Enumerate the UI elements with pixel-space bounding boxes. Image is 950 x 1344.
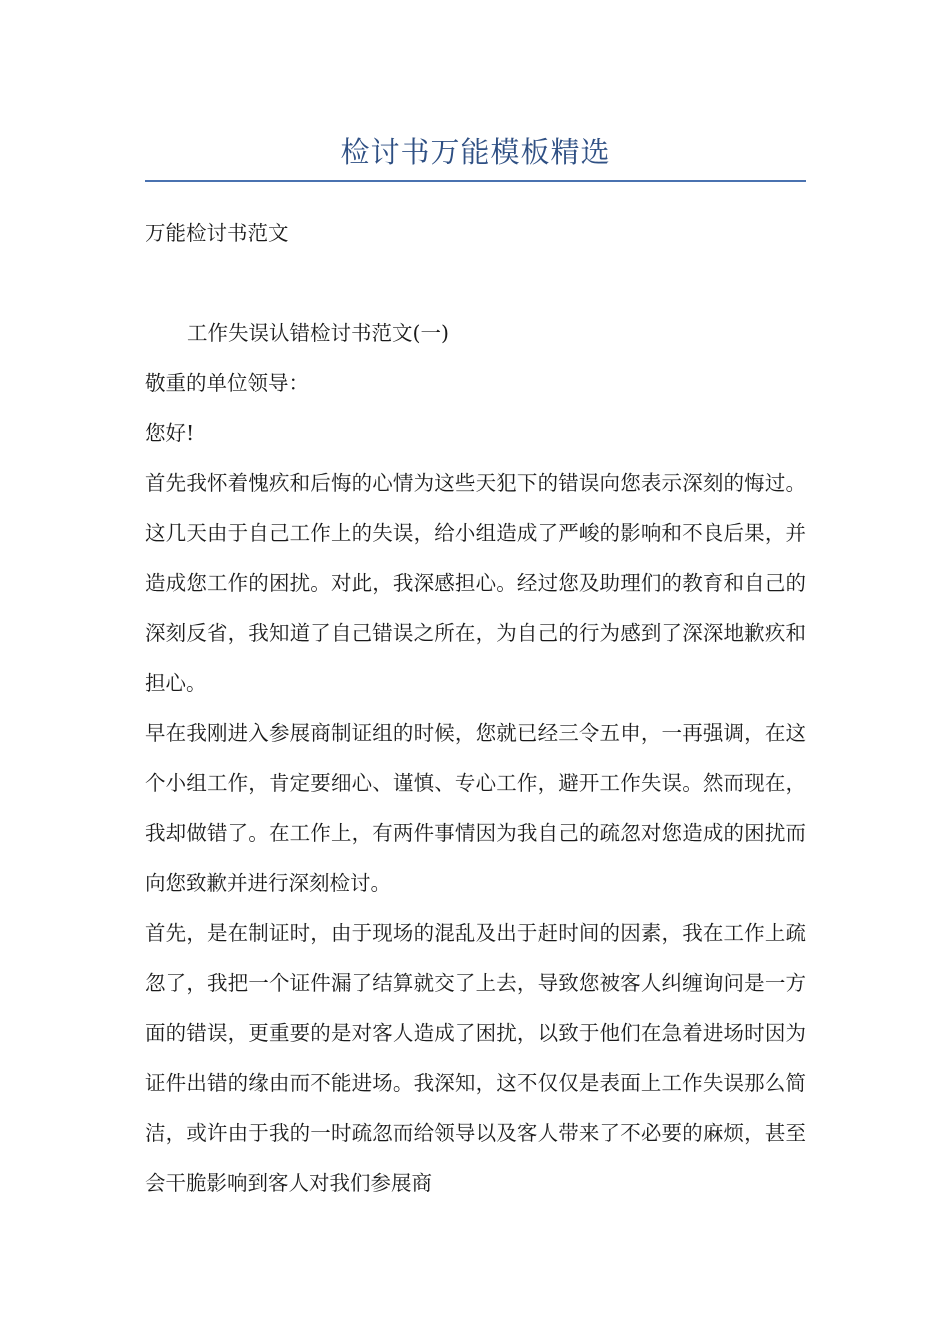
title-underline xyxy=(145,180,806,182)
document-subtitle: 万能检讨书范文 xyxy=(145,221,289,245)
letter-body xyxy=(145,358,806,1208)
paragraph-3: 首先，是在制证时，由于现场的混乱及出于赶时间的因素，我在工作上疏忽了，我把一个证件漏了结算就交了上去，导致您被客人纠缠询问是一方面的错误，更重要的是对客人造成了困扰，以致于他们在急着进场时因为证件出错的缘由而不能进场。我深知，这不仅仅是表面上工作失误那么简洁，或许由于我的一时疏忽而给领导以及客人带来了不必要的麻烦，甚至会干脆影响到客人对我们参展商 xyxy=(145,921,806,1195)
paragraph-2: 早在我刚进入参展商制证组的时候，您就已经三令五申，一再强调，在这个小组工作，肯定要细心、谨慎、专心工作，避开工作失误。然而现在，我却做错了。在工作上，有两件事情因为我自己的疏忽对您造成的困扰而向您致歉并进行深刻检讨。 xyxy=(145,721,806,895)
salutation: 敬重的单位领导： xyxy=(145,371,309,395)
section-heading: 工作失误认错检讨书范文(一) xyxy=(187,321,449,345)
greeting: 您好! xyxy=(145,421,195,445)
paragraph-1: 首先我怀着愧疚和后悔的心情为这些天犯下的错误向您表示深刻的悔过。这几天由于自己工作上的失误，给小组造成了严峻的影响和不良后果，并造成您工作的困扰。对此，我深感担心。经过您及助理们的教育和自己的深刻反省，我知道了自己错误之所在，为自己的行为感到了深深地歉疚和担心。 xyxy=(145,471,806,695)
document-title: 检讨书万能模板精选 xyxy=(340,135,611,169)
